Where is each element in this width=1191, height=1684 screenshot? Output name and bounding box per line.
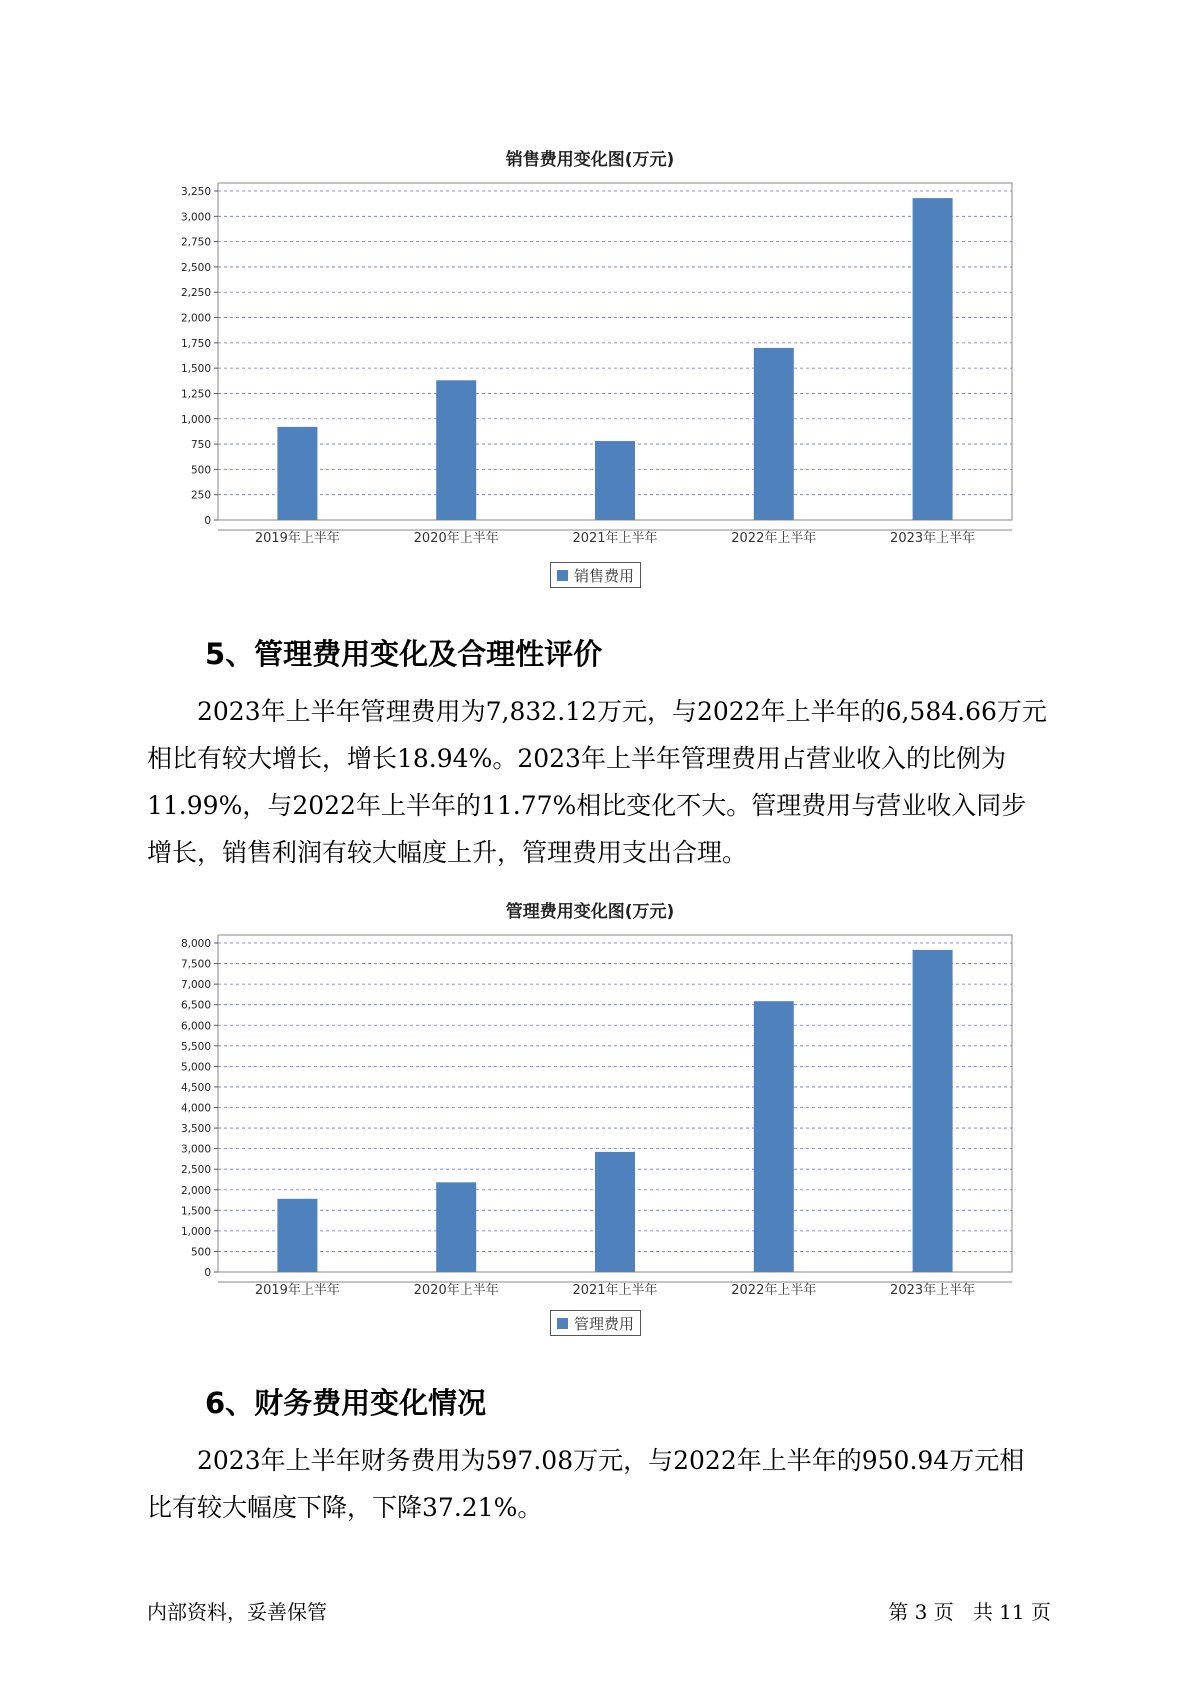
footer-right: 第 3 页 共 11 页 [888,1600,1051,1624]
y-tick-label: 1,500 [180,1205,211,1218]
y-tick-label: 5,500 [180,1040,211,1053]
y-tick-label: 2,500 [180,1164,211,1177]
y-tick-label: 500 [190,464,211,477]
bar [913,950,953,1272]
admin-expense-chart [160,892,1020,1342]
y-tick-label: 7,500 [180,958,211,971]
chart-title: 管理费用变化图(万元) [505,902,675,922]
bar [277,1199,317,1272]
footer-left: 内部资料，妥善保管 [147,1600,327,1624]
x-tick-label: 2021年上半年 [572,1283,658,1298]
y-tick-label: 2,000 [180,1184,211,1197]
bar [595,441,635,520]
x-tick-label: 2022年上半年 [731,1283,817,1298]
section-heading-5: 5、管理费用变化及合理性评价 [205,637,603,671]
x-tick-label: 2019年上半年 [254,531,340,546]
section-5-paragraph: 2023年上半年管理费用为7,832.12万元，与2022年上半年的6,584.66万元相比有较大增长，增长18.94%。2023年上半年管理费用占营业收入的比例为11.99%，与2022年上半年的11.77%相比变化不大。管理费用与营业收入同步增长，销售利润有较大幅度上升，管理费用支出合理。 [147,697,1047,867]
x-tick-label: 2020年上半年 [413,531,499,546]
admin-expense-chart-plot [160,927,1020,1327]
legend-label: 管理费用 [574,1314,635,1333]
y-tick-label: 2,000 [180,312,211,325]
x-tick-label: 2021年上半年 [572,531,658,546]
y-tick-label: 3,000 [180,1143,211,1156]
x-tick-label: 2023年上半年 [890,531,976,546]
section-heading-6: 6、财务费用变化情况 [205,1386,487,1420]
y-tick-label: 3,500 [180,1123,211,1136]
y-tick-label: 750 [190,439,211,452]
legend-swatch [557,1318,568,1329]
y-tick-label: 250 [190,489,211,502]
y-tick-label: 1,500 [180,363,211,376]
y-tick-label: 7,000 [180,979,211,992]
y-tick-label: 3,000 [180,211,211,224]
y-tick-label: 4,000 [180,1102,211,1115]
bar [277,427,317,520]
y-tick-label: 2,750 [180,236,211,249]
chart-legend [550,562,641,588]
y-tick-label: 2,500 [180,261,211,274]
y-tick-label: 500 [190,1246,211,1259]
x-tick-label: 2023年上半年 [890,1283,976,1298]
section-6-paragraph: 2023年上半年财务费用为597.08万元，与2022年上半年的950.94万元相比有较大幅度下降，下降37.21%。 [147,1446,1025,1522]
y-tick-label: 1,000 [180,1225,211,1238]
chart-legend [550,1310,641,1336]
y-tick-label: 0 [204,1267,211,1279]
y-tick-label: 5,000 [180,1061,211,1074]
bar [754,348,794,520]
bar [436,1182,476,1272]
y-tick-label: 1,000 [180,413,211,426]
bar [595,1152,635,1272]
y-tick-label: 1,750 [180,337,211,350]
bar [436,380,476,520]
x-tick-label: 2022年上半年 [731,531,817,546]
legend-swatch [557,570,568,581]
y-tick-label: 4,500 [180,1081,211,1094]
sales-expense-chart-plot [160,175,1020,575]
y-tick-label: 6,000 [180,1020,211,1033]
y-tick-label: 1,250 [180,388,211,401]
bar [913,198,953,520]
legend-label: 销售费用 [574,566,635,585]
bar [754,1001,794,1272]
x-tick-label: 2020年上半年 [413,1283,499,1298]
y-tick-label: 2,250 [180,287,211,300]
y-tick-label: 3,250 [180,186,211,198]
y-tick-label: 6,500 [180,999,211,1012]
y-tick-label: 8,000 [180,938,211,950]
chart-title: 销售费用变化图(万元) [505,150,675,170]
x-tick-label: 2019年上半年 [254,1283,340,1298]
sales-expense-chart [160,140,1020,585]
y-tick-label: 0 [204,515,211,527]
